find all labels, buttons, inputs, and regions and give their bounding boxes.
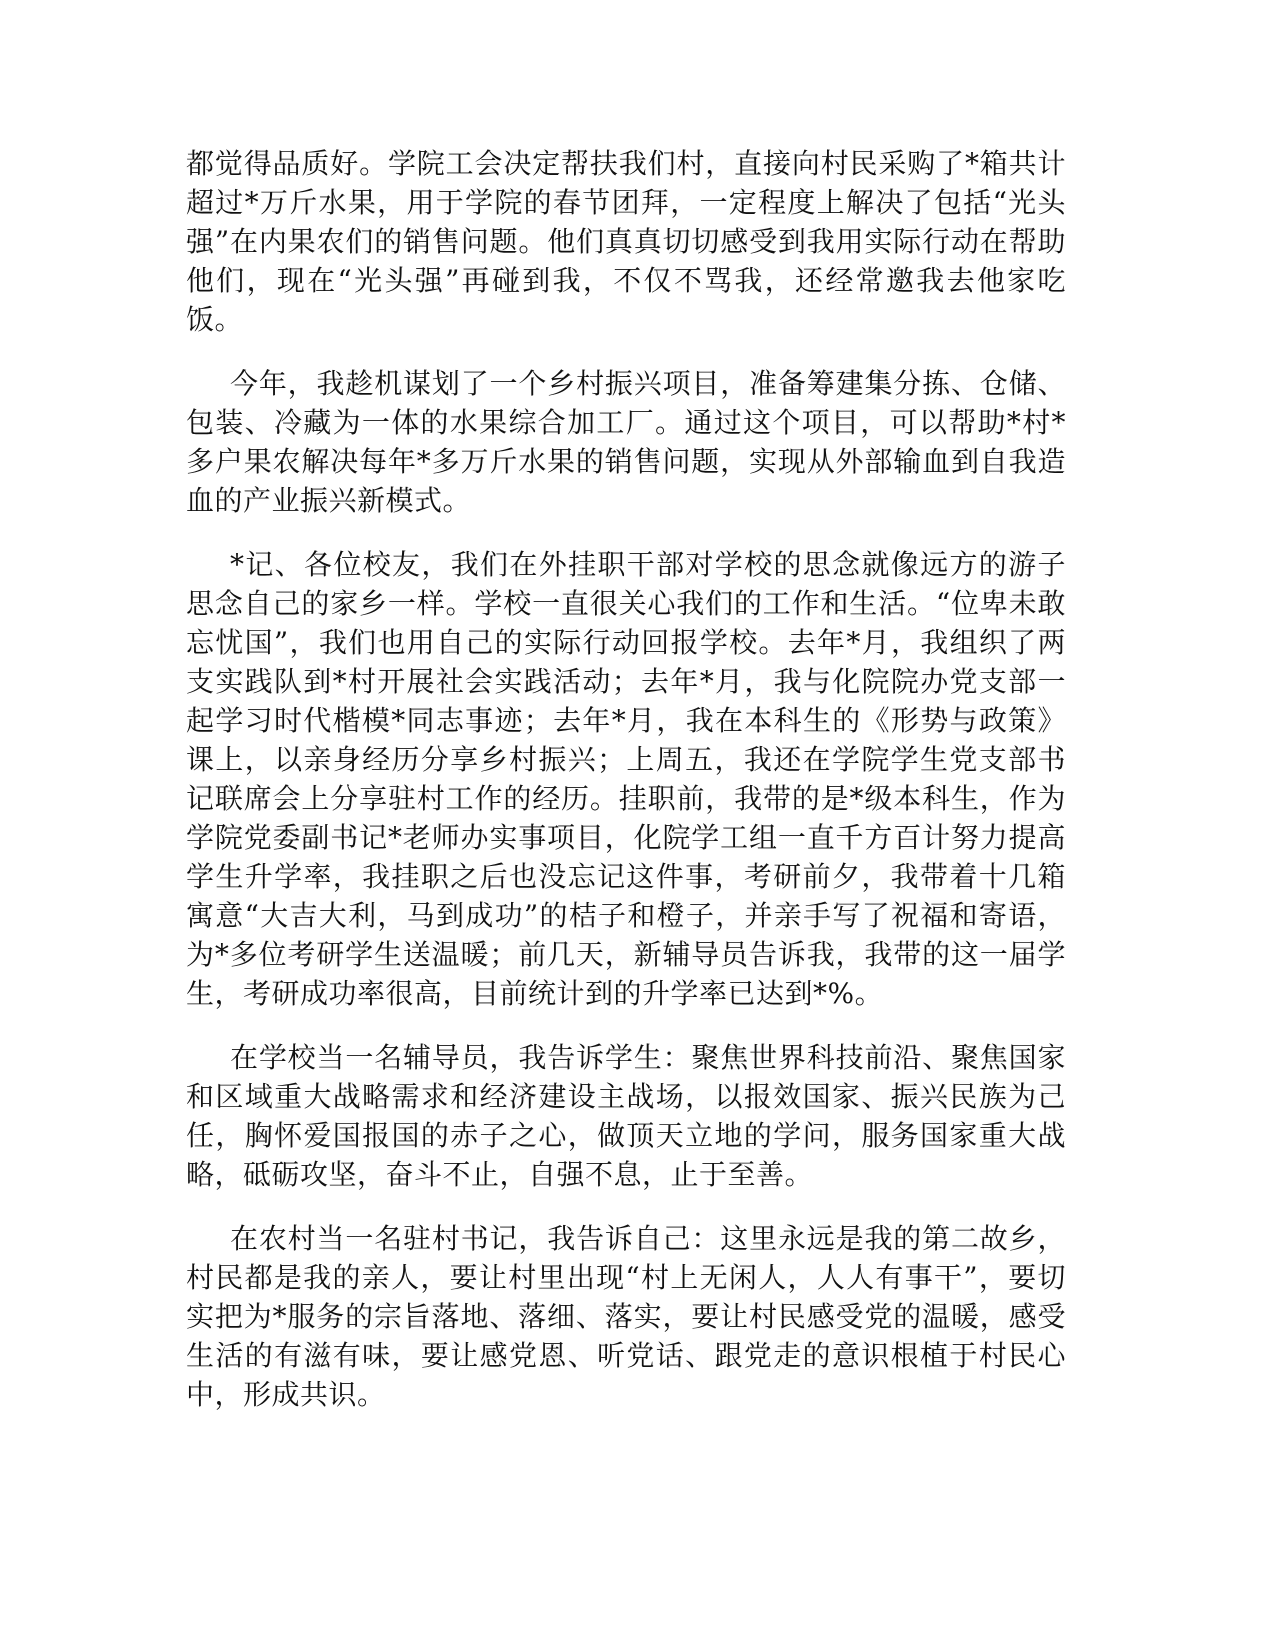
- paragraph-5: 在农村当一名驻村书记，我告诉自己：这里永远是我的第二故乡，村民都是我的亲人，要让村里出现“村上无闲人，人人有事干”，要切实把为*服务的宗旨落地、落细、落实，要让村民感受党的温暖，感受生活的有滋有味，要让感党恩、听党话、跟党走的意识根植于村民心中，形成共识。: [186, 1222, 1066, 1411]
- paragraph-4: 在学校当一名辅导员，我告诉学生：聚焦世界科技前沿、聚焦国家和区域重大战略需求和经济建设主战场，以报效国家、振兴民族为己任，胸怀爱国报国的赤子之心，做顶天立地的学问，服务国家重大战略，砥砺攻坚，奋斗不止，自强不息，止于至善。: [186, 1041, 1066, 1191]
- paragraph-3: *记、各位校友，我们在外挂职干部对学校的思念就像远方的游子思念自己的家乡一样。学校一直很关心我们的工作和生活。“位卑未敢忘忧国”，我们也用自己的实际行动回报学校。去年*月，我组织了两支实践队到*村开展社会实践活动；去年*月，我与化院院办党支部一起学习时代楷模*同志事迹；去年*月，我在本科生的《形势与政策》课上，以亲身经历分享乡村振兴；上周五，我还在学院学生党支部书记联席会上分享驻村工作的经历。挂职前，我带的是*级本科生，作为学院党委副书记*老师办实事项目，化院学工组一直千方百计努力提高学生升学率，我挂职之后也没忘记这件事，考研前夕，我带着十几箱寓意“大吉大利，马到成功”的桔子和橙子，并亲手写了祝福和寄语，为*多位考研学生送温暖；前几天，新辅导员告诉我，我带的这一届学生，考研成功率很高，目前统计到的升学率已达到*%。: [186, 548, 1066, 1010]
- paragraph-2: 今年，我趁机谋划了一个乡村振兴项目，准备筹建集分拣、仓储、包装、冷藏为一体的水果综合加工厂。通过这个项目，可以帮助*村*多户果农解决每年*多万斤水果的销售问题，实现从外部输血到自我造血的产业振兴新模式。: [186, 367, 1066, 517]
- document-body: [186, 144, 1066, 1439]
- paragraph-1: 都觉得品质好。学院工会决定帮扶我们村，直接向村民采购了*箱共计超过*万斤水果，用于学院的春节团拜，一定程度上解决了包括“光头强”在内果农们的销售问题。他们真真切切感受到我用实际行动在帮助他们，现在“光头强”再碰到我，不仅不骂我，还经常邀我去他家吃饭。: [186, 147, 1066, 336]
